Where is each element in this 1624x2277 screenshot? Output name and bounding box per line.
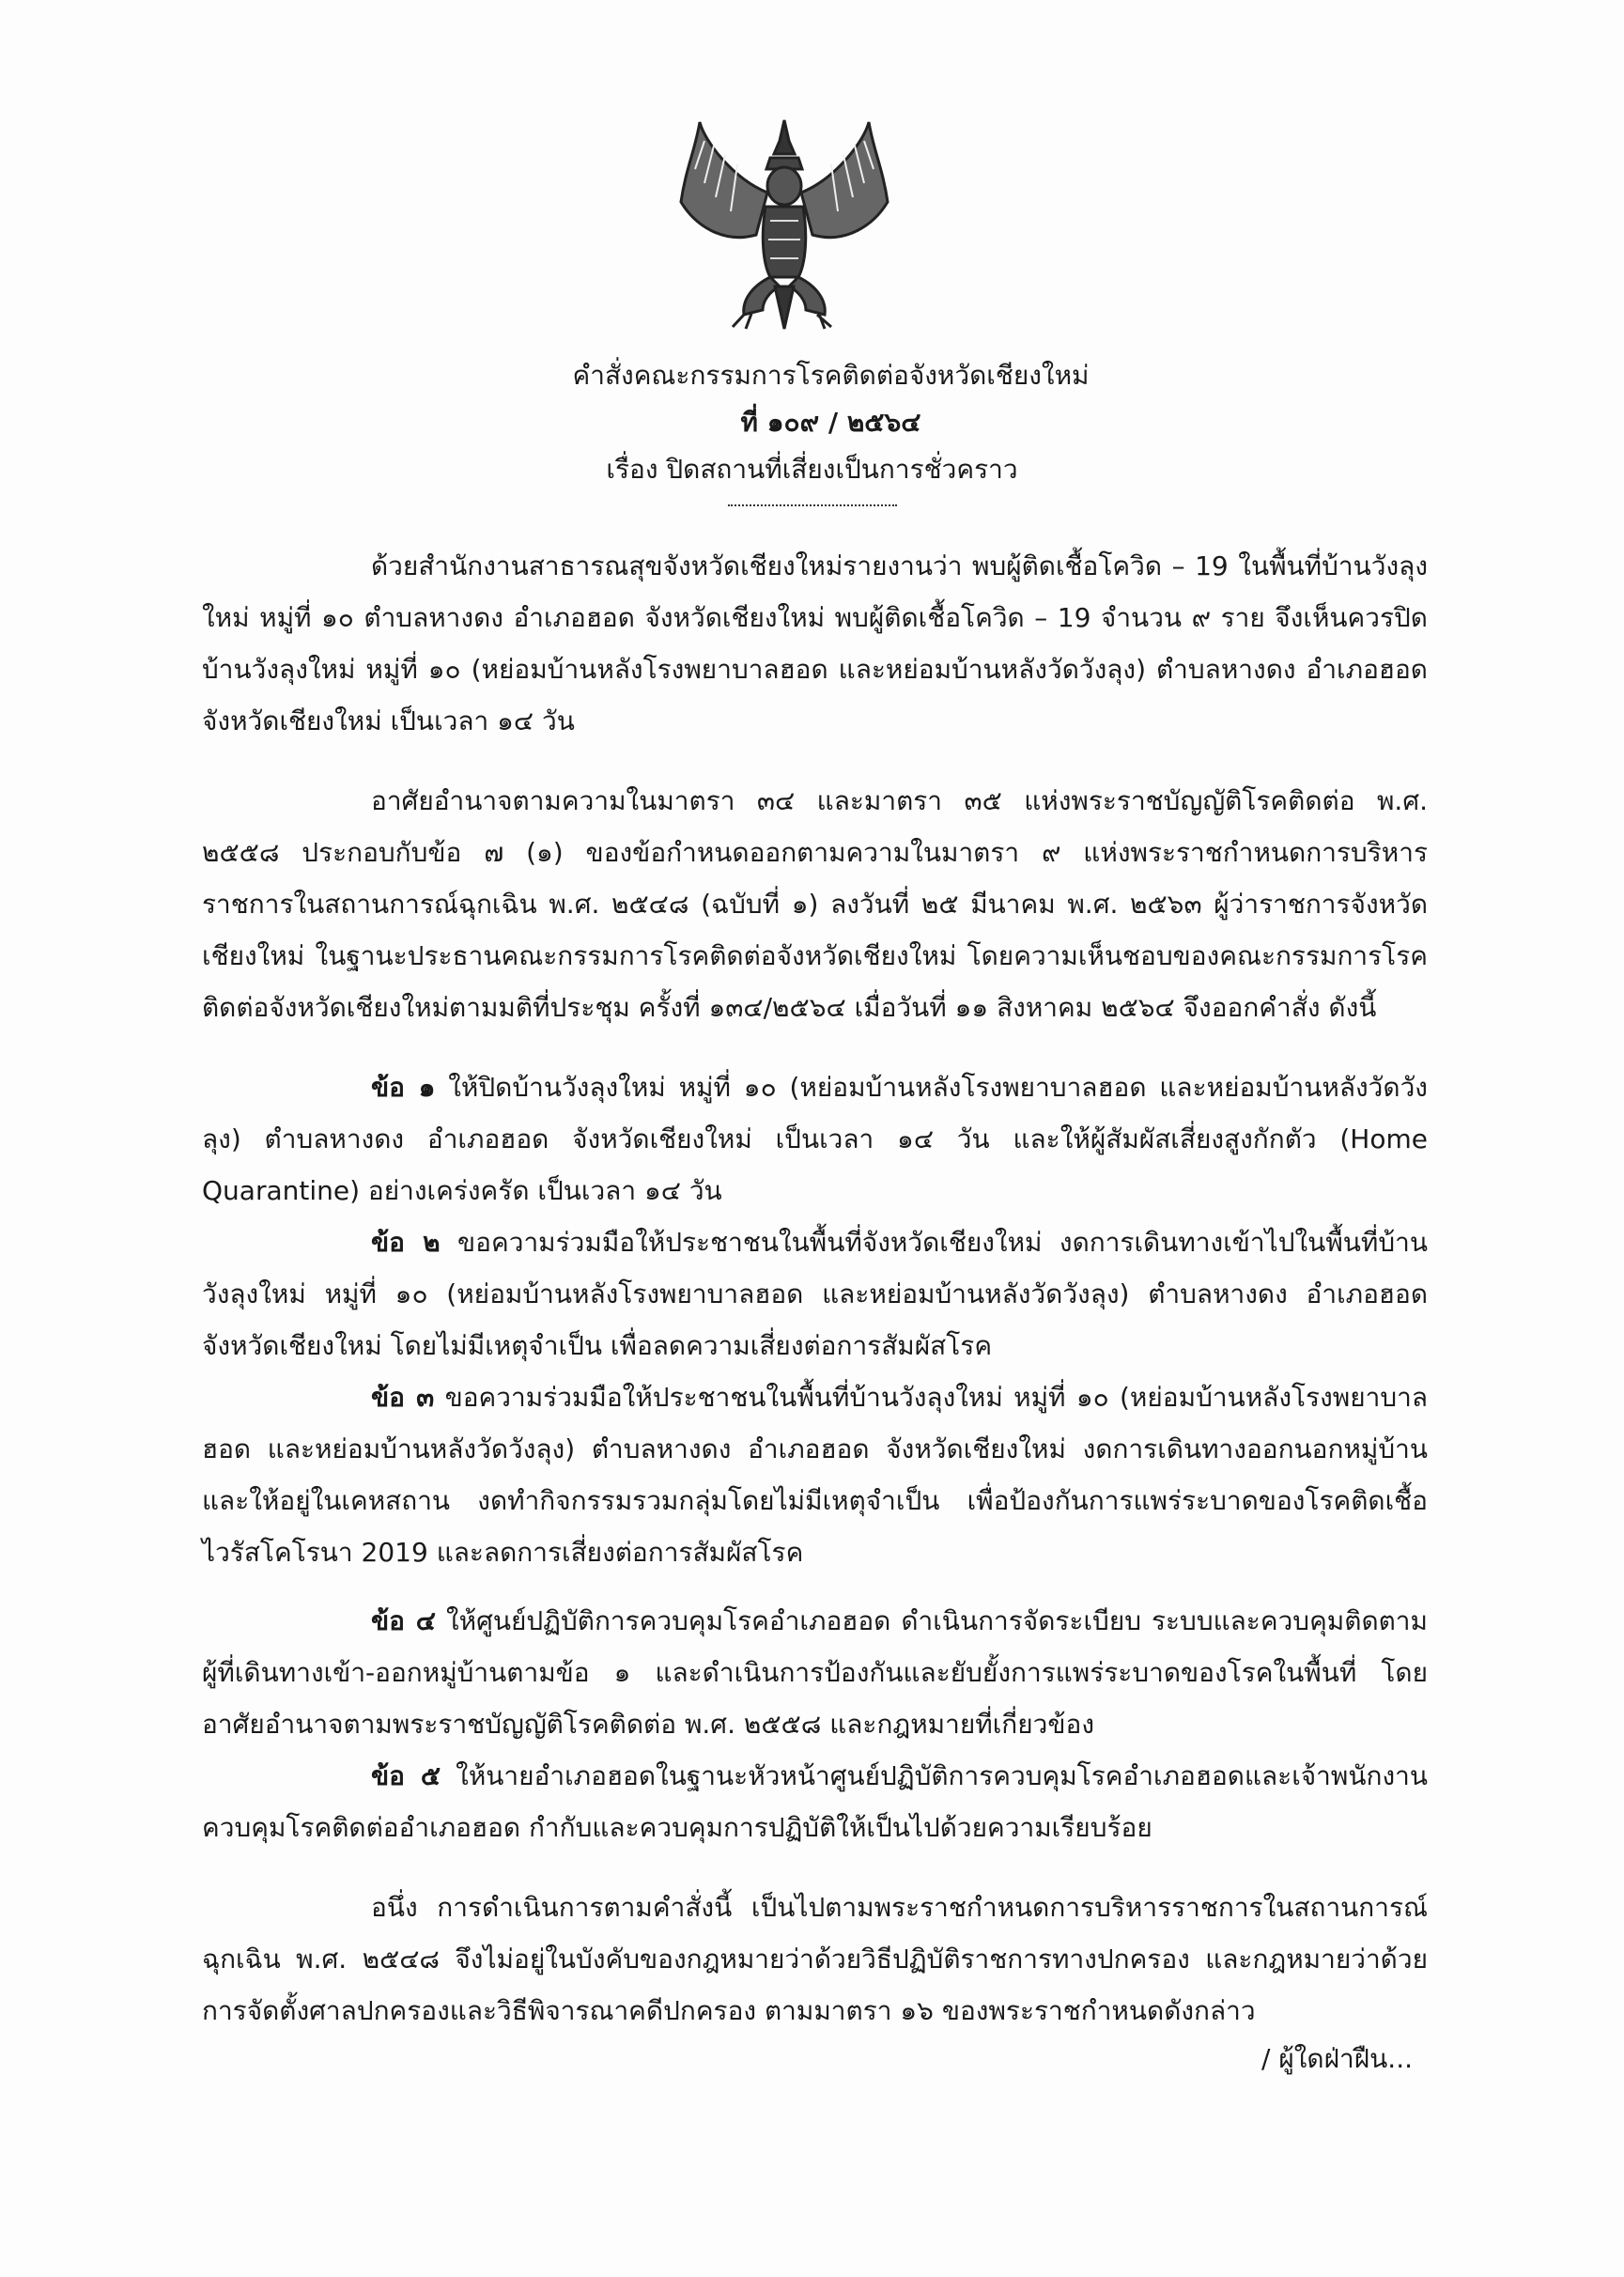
clause-5: ข้อ ๕ ให้นายอำเภอฮอดในฐานะหัวหน้าศูนย์ปฏิบัติการควบคุมโรคอำเภอฮอดและเจ้าพนักงานควบคุมโรคติดต่ออำเภอฮอด กำกับและควบคุมการปฏิบัติให้เป็นไปด้วยความเรียบร้อย <box>202 1760 1428 1843</box>
paragraph-note: อนึ่ง การดำเนินการตามคำสั่งนี้ เป็นไปตามพระราชกำหนดการบริหารราชการในสถานการณ์ฉุกเฉิน พ.ศ. ๒๕๔๘ จึงไม่อยู่ในบังคับของกฎหมายว่าด้วยวิธีปฏิบัติราชการทางปกครอง และกฎหมายว่าด้วยการจัดตั้งศาลปกครองและวิธีพิจารณาคดีปกครอง ตามมาตรา ๑๖ ของพระราชกำหนดดังกล่าว <box>202 1892 1428 2026</box>
garuda-emblem-icon <box>676 113 892 333</box>
clause-5-label: ข้อ ๕ <box>371 1760 441 1791</box>
clause-4-label: ข้อ ๔ <box>371 1605 436 1636</box>
order-body <box>202 540 1428 2037</box>
paragraph-authority: อาศัยอำนาจตามความในมาตรา ๓๔ และมาตรา ๓๕ แห่งพระราชบัญญัติโรคติดต่อ พ.ศ. ๒๕๕๘ ประกอบกับข้อ ๗ (๑) ของข้อกำหนดออกตามความในมาตรา ๙ แห่งพระราชกำหนดการบริหารราชการในสถานการณ์ฉุกเฉิน พ.ศ. ๒๕๔๘ (ฉบับที่ ๑) ลงวันที่ ๒๕ มีนาคม พ.ศ. ๒๕๖๓ ผู้ว่าราชการจังหวัดเชียงใหม่ ในฐานะประธานคณะกรรมการโรคติดต่อจังหวัดเชียงใหม่ โดยความเห็นชอบของคณะกรรมการโรคติดต่อจังหวัดเชียงใหม่ตามมติที่ประชุม ครั้งที่ ๑๓๔/๒๕๖๔ เมื่อวันที่ ๑๑ สิงหาคม ๒๕๖๔ จึงออกคำสั่ง ดังนี้ <box>202 785 1428 1023</box>
clause-2: ข้อ ๒ ขอความร่วมมือให้ประชาชนในพื้นที่จังหวัดเชียงใหม่ งดการเดินทางเข้าไปในพื้นที่บ้านวังลุงใหม่ หมู่ที่ ๑๐ (หย่อมบ้านหลังโรงพยาบาลฮอด และหย่อมบ้านหลังวัดวังลุง) ตำบลหางดง อำเภอฮอด จังหวัดเชียงใหม่ โดยไม่มีเหตุจำเป็น เพื่อลดความเสี่ยงต่อการสัมผัสโรค <box>202 1227 1429 1361</box>
order-title: คำสั่งคณะกรรมการโรคติดต่อจังหวัดเชียงใหม่ <box>572 360 1090 391</box>
continuation-marker: / ผู้ใดฝ่าฝืน... <box>1261 2043 1413 2074</box>
order-subject: เรื่อง ปิดสถานที่เสี่ยงเป็นการชั่วคราว <box>606 454 1018 485</box>
order-header <box>0 352 1624 506</box>
clause-2-label: ข้อ ๒ <box>371 1227 441 1258</box>
divider-dots <box>728 493 897 506</box>
clause-4: ข้อ ๔ ให้ศูนย์ปฏิบัติการควบคุมโรคอำเภอฮอด ดำเนินการจัดระเบียบ ระบบและควบคุมติดตาม ผู้ที่เดินทางเข้า-ออกหมู่บ้านตามข้อ ๑ และดำเนินการป้องกันและยับยั้งการแพร่ระบาดของโรคในพื้นที่ โดยอาศัยอำนาจตามพระราชบัญญัติโรคติดต่อ พ.ศ. ๒๕๕๘ และกฎหมายที่เกี่ยวข้อง <box>202 1605 1428 1740</box>
clause-3: ข้อ ๓ ขอความร่วมมือให้ประชาชนในพื้นที่บ้านวังลุงใหม่ หมู่ที่ ๑๐ (หย่อมบ้านหลังโรงพยาบาลฮอด และหย่อมบ้านหลังวัดวังลุง) ตำบลหางดง อำเภอฮอด จังหวัดเชียงใหม่ งดการเดินทางออกนอกหมู่บ้าน และให้อยู่ในเคหสถาน งดทำกิจกรรมรวมกลุ่มโดยไม่มีเหตุจำเป็น เพื่อป้องกันการแพร่ระบาดของโรคติดเชื้อไวรัสโคโรนา 2019 และลดการเสี่ยงต่อการสัมผัสโรค <box>202 1382 1428 1568</box>
order-number: ที่ ๑๐๙ / ๒๕๖๔ <box>740 407 921 438</box>
clause-1: ข้อ ๑ ให้ปิดบ้านวังลุงใหม่ หมู่ที่ ๑๐ (หย่อมบ้านหลังโรงพยาบาลฮอด และหย่อมบ้านหลังวัดวังลุง) ตำบลหางดง อำเภอฮอด จังหวัดเชียงใหม่ เป็นเวลา ๑๔ วัน และให้ผู้สัมผัสเสี่ยงสูงกักตัว (Home Quarantine) อย่างเคร่งครัด เป็นเวลา ๑๔ วัน <box>202 1072 1428 1206</box>
clause-3-label: ข้อ ๓ <box>371 1382 435 1413</box>
clause-1-label: ข้อ ๑ <box>371 1072 436 1103</box>
paragraph-background: ด้วยสำนักงานสาธารณสุขจังหวัดเชียงใหม่รายงานว่า พบผู้ติดเชื้อโควิด – 19 ในพื้นที่บ้านวังลุงใหม่ หมู่ที่ ๑๐ ตำบลหางดง อำเภอฮอด จังหวัดเชียงใหม่ พบผู้ติดเชื้อโควิด – 19 จำนวน ๙ ราย จึงเห็นควรปิดบ้านวังลุงใหม่ หมู่ที่ ๑๐ (หย่อมบ้านหลังโรงพยาบาลฮอด และหย่อมบ้านหลังวัดวังลุง) ตำบลหางดง อำเภอฮอด จังหวัดเชียงใหม่ เป็นเวลา ๑๔ วัน <box>202 550 1428 736</box>
